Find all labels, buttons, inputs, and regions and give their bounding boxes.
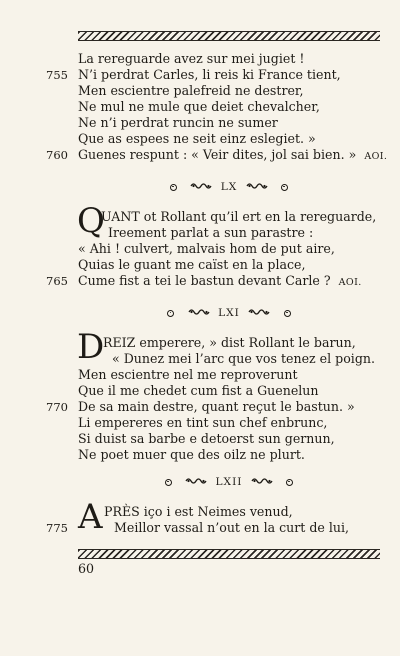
verse-line: Ireement parlat a sun parastre : (108, 225, 314, 240)
line-number: 775 (46, 521, 68, 535)
verse-line: La rereguarde avez sur mei jugiet ! (78, 51, 305, 66)
verse-line: « Dunez mei l’arc que vos tenez el poign. (112, 351, 375, 366)
verse-line: Men escientre palefreid ne destrer, (78, 83, 304, 98)
verse-line: Que il me chedet cum fist a Guenelun (78, 383, 319, 398)
bullet-ornament-icon (286, 479, 293, 486)
verse-line: Si duist sa barbe e detoerst sun gernun, (78, 431, 335, 446)
verse-line: Quias le guant me caïst en la place, (78, 257, 306, 272)
verse-line: N’i perdrat Carles, li reis ki France tient, (78, 67, 341, 82)
line-number: 765 (46, 274, 68, 288)
aoi-mark: AOI. (364, 151, 388, 162)
scroll-ornament-icon (248, 306, 270, 320)
scroll-ornament-icon (190, 180, 212, 194)
verse-line: Li empereres en tint sun chef enbrunc, (78, 415, 328, 430)
aoi-mark: AOI. (338, 277, 362, 288)
laisse-heading-lx (78, 180, 380, 194)
bullet-ornament-icon (284, 310, 291, 317)
bottom-ornamental-rule (78, 549, 380, 559)
scroll-ornament-icon (188, 306, 210, 320)
top-ornamental-rule (78, 31, 380, 41)
laisse-number: LXI (218, 307, 240, 319)
verse-line: Men escientre nel me reproverunt (78, 367, 298, 382)
verse-line: REIZ emperere, » dist Rollant le barun, (103, 335, 356, 350)
drop-cap: A (78, 497, 103, 537)
laisse-number: LX (220, 181, 238, 193)
line-number: 770 (46, 400, 68, 414)
line-number: 755 (46, 68, 68, 82)
laisse-heading-lxi (78, 306, 380, 320)
laisse-number: LXII (215, 476, 243, 488)
verse-line: De sa main destre, quant reçut le bastun. » (78, 399, 355, 414)
verse-line (78, 273, 380, 291)
scroll-ornament-icon (251, 475, 273, 489)
verse-text: Guenes respunt : « Veir dites, jol sai bien. » (78, 147, 357, 162)
scroll-ornament-icon (246, 180, 268, 194)
verse-line: UANT ot Rollant qu’il ert en la rereguarde, (101, 209, 377, 224)
scroll-ornament-icon (185, 475, 207, 489)
verse-text: Cume fist a tei le bastun devant Carle ? (78, 273, 331, 288)
bullet-ornament-icon (165, 479, 172, 486)
bullet-ornament-icon (170, 184, 177, 191)
verse-line: « Ahi ! culvert, malvais hom de put aire, (78, 241, 335, 256)
line-number: 760 (46, 148, 68, 162)
drop-cap: Q (77, 201, 105, 241)
laisse-heading-lxii (78, 475, 380, 489)
verse-line: Ne n’i perdrat runcin ne sumer (78, 115, 278, 130)
verse-line: Ne mul ne mule que deiet chevalcher, (78, 99, 320, 114)
verse-line: Meillor vassal n’out en la curt de lui, (114, 520, 350, 535)
verse-line: PRÈS iço i est Neimes venud, (104, 504, 293, 519)
verse-line: Que as espees ne seit einz eslegiet. » (78, 131, 316, 146)
bullet-ornament-icon (167, 310, 174, 317)
drop-cap: D (77, 327, 105, 367)
page-number: 60 (78, 561, 95, 576)
bullet-ornament-icon (281, 184, 288, 191)
verse-line: Ne poet muer que des oilz ne plurt. (78, 447, 305, 462)
verse-line (78, 147, 388, 165)
